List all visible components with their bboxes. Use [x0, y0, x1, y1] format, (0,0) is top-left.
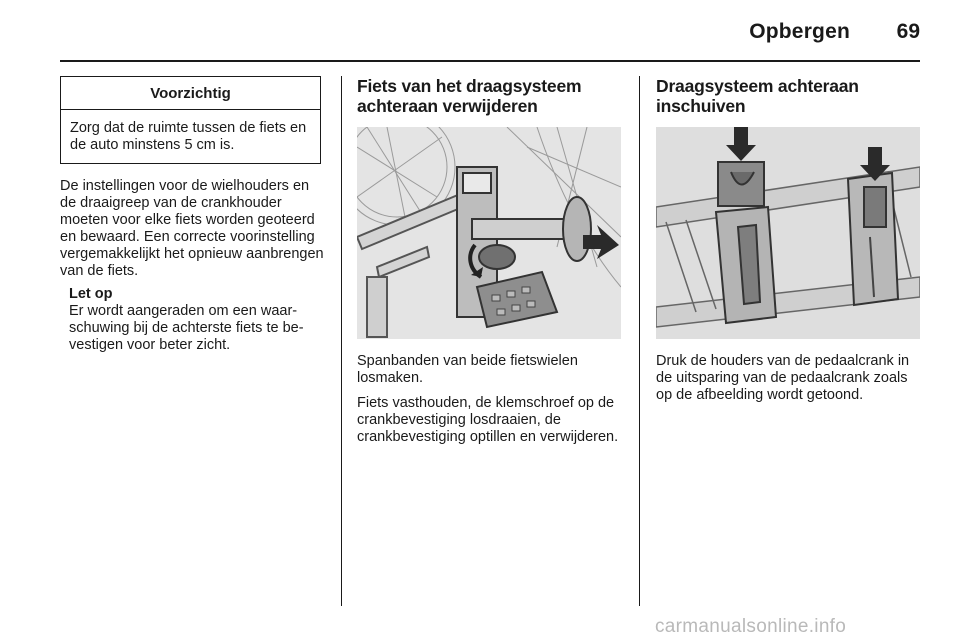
column-left — [60, 76, 324, 354]
note-block — [60, 286, 324, 354]
column-middle — [357, 76, 623, 446]
straps-paragraph: Spanbanden van beide fietswielen losmaken. — [357, 353, 578, 386]
note-text: Er wordt aangeraden om een waarschuwing bij de achterste fiets te bevestigen voor beter zicht. — [69, 303, 304, 353]
caution-box — [60, 76, 321, 164]
page-number: 69 — [896, 20, 920, 43]
caution-text: Zorg dat de ruimte tussen de fiets en de auto minstens 5 cm is. — [70, 120, 307, 153]
note-title: Let op — [69, 286, 113, 302]
column-divider-1 — [341, 76, 342, 606]
section-heading-remove-bike: Fiets van het draagsysteem achteraan verwijderen — [357, 76, 582, 116]
section-heading-slide-carrier: Draagsysteem achteraan inschuiven — [656, 76, 859, 116]
press-holders-paragraph: Druk de houders van de pedaalcrank in de uitsparing van de pedaalcrank zoals op de afbeelding wordt getoond. — [656, 353, 910, 403]
page-title: Opbergen — [749, 20, 850, 43]
illustration-pedal-holders — [656, 127, 920, 339]
watermark: carmanualsonline.info — [655, 616, 847, 637]
column-right — [656, 76, 922, 404]
settings-paragraph: De instellingen voor de wielhouders en de draaigreep van de crankhouder moeten voor elke fiets worden geoteerd en bewaard. Een correcte voorinstelling vergemakkelijkt het opnieuw aanbrengen van de fiets. — [60, 178, 324, 279]
illustration-crank-holder — [357, 127, 621, 339]
caution-title: Voorzichtig — [61, 77, 320, 110]
header-divider — [60, 60, 920, 62]
column-divider-2 — [639, 76, 640, 606]
loosen-paragraph: Fiets vasthouden, de klemschroef op de crankbevestiging losdraaien, de crankbevestiging optillen en verwijderen. — [357, 395, 619, 445]
